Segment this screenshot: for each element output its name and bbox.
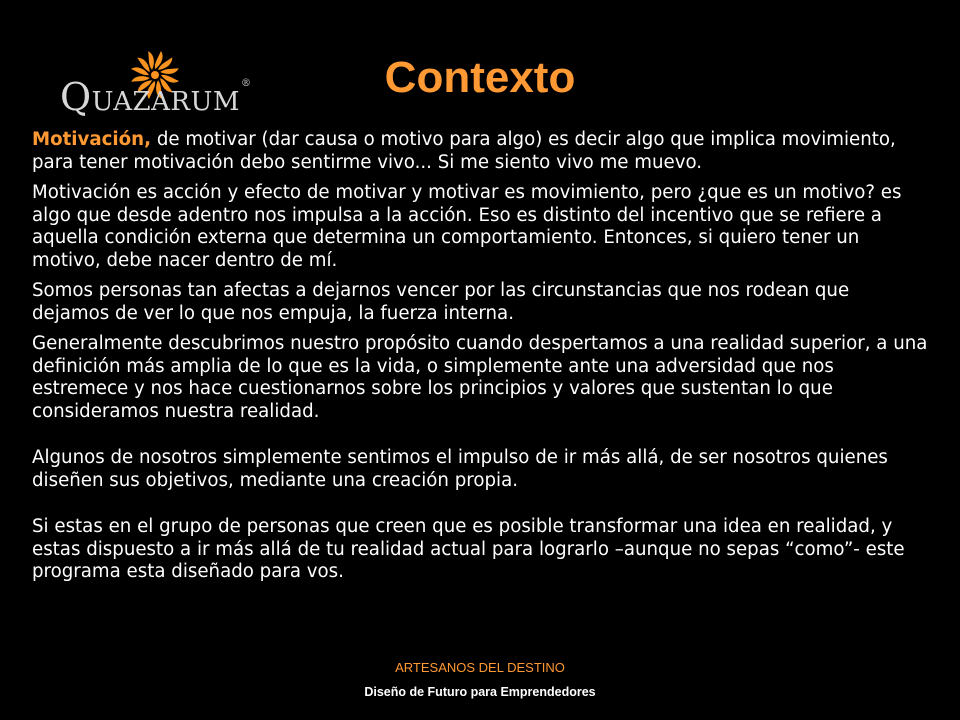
- footer-program-name: ARTESANOS DEL DESTINO: [395, 660, 565, 675]
- paragraph-motivacion: [32, 129, 932, 174]
- paragraph-5: Algunos de nosotros simplemente sentimos el impulso de ir más allá, de ser nosotros quienes diseñen sus objetivos, mediante una creación propia.: [32, 447, 888, 491]
- term-motivacion: Motivación,: [32, 129, 152, 150]
- slide-body: [32, 129, 932, 592]
- footer-subtitle: Diseño de Futuro para Emprendedores: [364, 685, 596, 699]
- registered-mark: ®: [241, 78, 252, 89]
- paragraph-2: Motivación es acción y efecto de motivar y motivar es movimiento, pero ¿que es un motivo? es algo que desde adentro nos impulsa a la acción. Eso es distinto del incentivo que se refiere a aquella condición externa que determina un comportamiento. Entonces, si quiero tener un motivo, debe nacer dentro de mí.: [32, 182, 902, 271]
- paragraph-1-text: de motivar (dar causa o motivo para algo) es decir algo que implica movimiento, para tener motivación debo sentirme vivo... Si me siento vivo me muevo.: [32, 129, 896, 173]
- logo-name: UAZARUM: [91, 87, 240, 117]
- paragraph-3: Somos personas tan afectas a dejarnos vencer por las circunstancias que nos rodean que dejamos de ver lo que nos empuja, la fuerza interna.: [32, 280, 850, 324]
- logo-initial: Q: [60, 75, 92, 119]
- paragraph-6: Si estas en el grupo de personas que creen que es posible transformar una idea en realidad, y estas dispuesto a ir más allá de tu realidad actual para lograrlo –aunque no sepas “como”- este programa esta diseñado para vos.: [32, 516, 905, 582]
- slide-title: Contexto: [384, 53, 576, 102]
- paragraph-4: Generalmente descubrimos nuestro propósito cuando despertamos a una realidad superior, a una definición más amplia de lo que es la vida, o simplemente ante una adversidad que nos estremece y nos hace cuestionarnos sobre los principios y valores que sustentan lo que consideramos nuestra realidad.: [32, 333, 928, 422]
